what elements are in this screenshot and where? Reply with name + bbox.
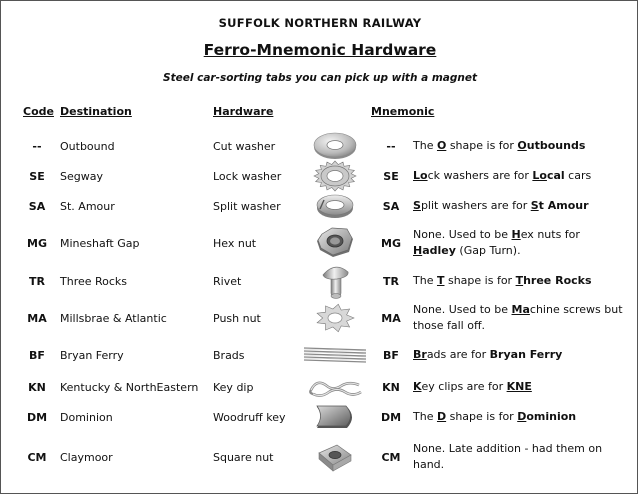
destination-code: SA <box>28 199 46 213</box>
destination-name: Kentucky & NorthEastern <box>60 380 199 394</box>
mnemonic-text <box>413 162 628 190</box>
mnemonic-fragment: ey clips are for <box>421 380 507 393</box>
table-row <box>1 437 639 477</box>
mnemonic-code: -- <box>386 139 396 153</box>
mnemonic-line <box>413 409 576 425</box>
destination-name: St. Amour <box>60 199 115 213</box>
mnemonic-line <box>413 347 562 363</box>
destination-name: Dominion <box>60 410 113 424</box>
mnemonic-fragment: T <box>436 274 445 287</box>
mnemonic-code: TR <box>383 274 399 288</box>
table-row <box>1 373 639 401</box>
table-row <box>1 402 639 432</box>
column-header-code: Code <box>23 105 54 118</box>
destination-code: KN <box>28 380 46 394</box>
mnemonic-text <box>413 373 628 401</box>
mnemonic-fragment: T <box>515 274 524 287</box>
mnemonic-fragment: None. Used to be <box>413 228 512 241</box>
mnemonic-fragment: S <box>413 199 421 212</box>
mnemonic-fragment: D <box>517 410 527 423</box>
table-row <box>1 341 639 369</box>
mnemonic-fragment: hand. <box>413 458 445 471</box>
mnemonic-code: MG <box>381 236 401 250</box>
mnemonic-line <box>413 273 592 289</box>
destination-name: Outbound <box>60 139 115 153</box>
mnemonic-fragment: shape is for <box>446 139 518 152</box>
column-header-hardware: Hardware <box>213 105 274 118</box>
brads-icon <box>299 341 371 369</box>
lock-washer-icon <box>299 162 371 190</box>
table-row <box>1 267 639 295</box>
mnemonic-fragment: utbounds <box>526 139 586 152</box>
destination-code: TR <box>29 274 45 288</box>
mnemonic-fragment: ads are for <box>426 348 490 361</box>
mnemonic-fragment: The <box>413 139 437 152</box>
mnemonic-code: DM <box>380 410 402 424</box>
table-row <box>1 162 639 190</box>
document-subtitle: Steel car-sorting tabs you can pick up with a magnet <box>163 72 477 84</box>
mnemonic-fragment: plit washers are for <box>420 199 531 212</box>
mnemonic-fragment: Lo <box>413 169 428 182</box>
mnemonic-line <box>413 227 580 259</box>
mnemonic-fragment: Bryan Ferry <box>489 348 563 361</box>
destination-code: -- <box>32 139 42 153</box>
hardware-name: Cut washer <box>213 139 276 153</box>
mnemonic-code: BF <box>383 348 399 362</box>
hardware-name: Woodruff key <box>213 410 286 424</box>
hardware-name: Brads <box>213 348 245 362</box>
destination-name: Bryan Ferry <box>60 348 124 362</box>
document-title: Ferro-Mnemonic Hardware <box>203 41 437 59</box>
mnemonic-code: SA <box>382 199 400 213</box>
hardware-name: Split washer <box>213 199 281 213</box>
mnemonic-fragment: O <box>517 139 527 152</box>
table-row <box>1 192 639 220</box>
mnemonic-fragment: The <box>413 410 437 423</box>
mnemonic-fragment: cars <box>564 169 592 182</box>
table-row <box>1 298 639 338</box>
destination-code: SE <box>29 169 45 183</box>
mnemonic-line <box>413 198 589 214</box>
push-nut-icon <box>299 298 371 338</box>
mnemonic-text <box>413 224 628 262</box>
hardware-name: Rivet <box>213 274 242 288</box>
mnemonic-fragment: ominion <box>526 410 577 423</box>
destination-code: CM <box>27 450 47 464</box>
cut-washer-icon <box>299 132 371 160</box>
square-nut-icon <box>299 437 371 477</box>
key-clip-icon <box>299 373 371 401</box>
mnemonic-fragment: S <box>530 199 539 212</box>
mnemonic-fragment: those fall off. <box>413 319 486 332</box>
mnemonic-text <box>413 402 628 432</box>
mnemonic-fragment: adley <box>422 244 456 257</box>
destination-name: Claymoor <box>60 450 113 464</box>
mnemonic-fragment: The <box>413 274 437 287</box>
mnemonic-fragment: D <box>436 410 447 423</box>
mnemonic-fragment: K <box>413 380 422 393</box>
hardware-name: Push nut <box>213 311 261 325</box>
rivet-icon <box>299 267 371 295</box>
woodruff-key-icon <box>299 402 371 432</box>
mnemonic-text <box>413 267 628 295</box>
mnemonic-fragment: Lo <box>532 169 547 182</box>
organization-name: SUFFOLK NORTHERN RAILWAY <box>218 16 422 30</box>
destination-name: Millsbrae & Atlantic <box>60 311 167 325</box>
destination-name: Segway <box>60 169 103 183</box>
mnemonic-fragment: None. Late addition - had them on <box>413 442 603 455</box>
mnemonic-line <box>413 168 591 184</box>
mnemonic-text <box>413 298 628 338</box>
mnemonic-text <box>413 437 628 477</box>
mnemonic-fragment: Br <box>413 348 427 361</box>
mnemonic-fragment: cal <box>546 169 565 182</box>
mnemonic-fragment: shape is for <box>444 274 516 287</box>
mnemonic-fragment: KNE <box>506 380 532 393</box>
hardware-name: Square nut <box>213 450 274 464</box>
mnemonic-fragment: t Amour <box>538 199 589 212</box>
mnemonic-line <box>413 441 602 473</box>
hardware-name: Lock washer <box>213 169 282 183</box>
mnemonic-fragment: H <box>511 228 521 241</box>
mnemonic-code: KN <box>382 380 400 394</box>
mnemonic-code: MA <box>381 311 401 325</box>
table-row <box>1 132 639 160</box>
mnemonic-fragment: shape is for <box>446 410 518 423</box>
mnemonic-fragment: hree Rocks <box>523 274 592 287</box>
mnemonic-line <box>413 138 585 154</box>
column-header-destination: Destination <box>60 105 132 118</box>
destination-name: Three Rocks <box>60 274 128 288</box>
column-header-mnemonic: Mnemonic <box>371 105 435 118</box>
mnemonic-fragment: H <box>413 244 423 257</box>
hardware-name: Key dip <box>213 380 254 394</box>
mnemonic-text <box>413 341 628 369</box>
mnemonic-code: SE <box>383 169 399 183</box>
table-row <box>1 224 639 262</box>
destination-code: DM <box>26 410 48 424</box>
destination-code: MG <box>27 236 47 250</box>
mnemonic-line <box>413 379 532 395</box>
mnemonic-fragment: (Gap Turn). <box>455 244 521 257</box>
split-washer-icon <box>299 192 371 220</box>
mnemonic-fragment: Ma <box>511 303 530 316</box>
destination-name: Mineshaft Gap <box>60 236 140 250</box>
mnemonic-text <box>413 192 628 220</box>
mnemonic-text <box>413 132 628 160</box>
hex-nut-icon <box>299 224 371 262</box>
mnemonic-fragment: chine screws but <box>529 303 623 316</box>
mnemonic-fragment: ck washers are for <box>427 169 533 182</box>
mnemonic-line <box>413 302 623 334</box>
mnemonic-fragment: None. Used to be <box>413 303 512 316</box>
hardware-name: Hex nut <box>213 236 257 250</box>
mnemonic-fragment: ex nuts for <box>520 228 580 241</box>
mnemonic-code: CM <box>381 450 401 464</box>
destination-code: BF <box>29 348 45 362</box>
mnemonic-fragment: O <box>436 139 447 152</box>
destination-code: MA <box>27 311 47 325</box>
